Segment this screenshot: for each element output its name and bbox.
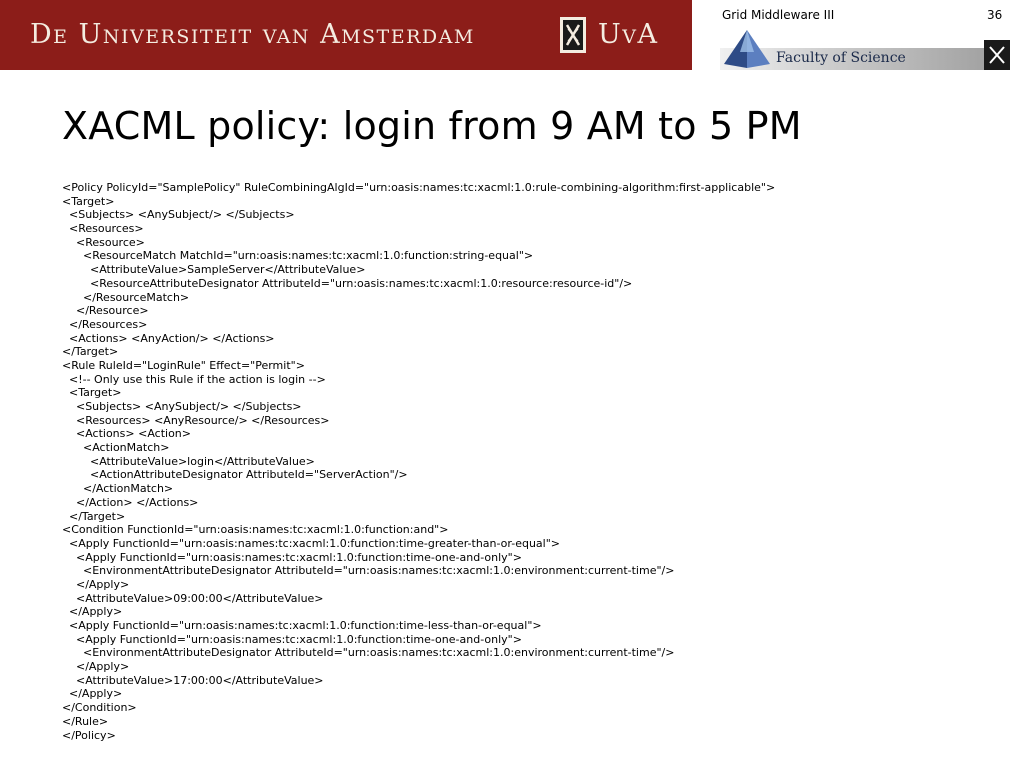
- code-line: </Apply>: [62, 660, 130, 674]
- code-line: </Rule>: [62, 714, 109, 728]
- code-line: </Apply>: [62, 577, 130, 591]
- university-name: De Universiteit van Amsterdam: [30, 19, 475, 50]
- slide-title: XACML policy: login from 9 AM to 5 PM: [62, 104, 802, 148]
- page-number: 36: [987, 8, 1003, 22]
- code-line: <AttributeValue>login</AttributeValue>: [62, 454, 315, 468]
- code-line: <ActionMatch>: [62, 441, 170, 455]
- code-line: <Rule RuleId="LoginRule" Effect="Permit">: [62, 358, 305, 372]
- faculty-pyramid-icon: [722, 28, 772, 68]
- code-line: <Target>: [62, 194, 115, 208]
- code-line: <AttributeValue>09:00:00</AttributeValue>: [62, 591, 324, 605]
- code-line: </Resources>: [62, 317, 148, 331]
- uva-shield-icon: [558, 15, 588, 55]
- code-line: </ResourceMatch>: [62, 290, 190, 304]
- code-line: <Apply FunctionId="urn:oasis:names:tc:xacml:1.0:function:time-one-and-only">: [62, 632, 522, 646]
- code-line: <EnvironmentAttributeDesignator AttributeId="urn:oasis:names:tc:xacml:1.0:environment:current-time"/>: [62, 646, 675, 660]
- code-line: </ActionMatch>: [62, 482, 174, 496]
- code-line: <Resources>: [62, 222, 144, 236]
- university-banner: [0, 0, 692, 70]
- code-line: </Apply>: [62, 605, 123, 619]
- code-line: <Resources> <AnyResource/> </Resources>: [62, 413, 330, 427]
- code-line: <Actions> <Action>: [62, 427, 191, 441]
- code-line: </Condition>: [62, 701, 137, 715]
- code-line: <Resource>: [62, 235, 145, 249]
- course-title: Grid Middleware III: [722, 8, 835, 22]
- university-short-name: UvA: [598, 19, 659, 50]
- code-line: <!-- Only use this Rule if the action is login -->: [62, 372, 326, 386]
- code-line: <Target>: [62, 386, 122, 400]
- code-line: </Apply>: [62, 687, 123, 701]
- code-line: <Subjects> <AnySubject/> </Subjects>: [62, 208, 295, 222]
- code-line: <ResourceAttributeDesignator AttributeId="urn:oasis:names:tc:xacml:1.0:resource:resource-id"/>: [62, 276, 633, 290]
- code-line: </Action> </Actions>: [62, 495, 199, 509]
- code-line: <Apply FunctionId="urn:oasis:names:tc:xacml:1.0:function:time-less-than-or-equal">: [62, 619, 542, 632]
- code-line: <Apply FunctionId="urn:oasis:names:tc:xacml:1.0:function:time-greater-than-or-equal">: [62, 536, 560, 550]
- code-line: <ActionAttributeDesignator AttributeId="ServerAction"/>: [62, 468, 408, 482]
- uva-small-logo-icon: [984, 40, 1010, 70]
- code-line: <AttributeValue>17:00:00</AttributeValue>: [62, 673, 324, 687]
- code-line: </Policy>: [62, 728, 116, 742]
- code-line: <Condition FunctionId="urn:oasis:names:tc:xacml:1.0:function:and">: [62, 523, 449, 537]
- faculty-name: Faculty of Science: [776, 50, 906, 66]
- code-line: <Subjects> <AnySubject/> </Subjects>: [62, 400, 302, 413]
- code-line: </Target>: [62, 509, 126, 523]
- code-line: <ResourceMatch MatchId="urn:oasis:names:tc:xacml:1.0:function:string-equal">: [62, 249, 534, 263]
- code-line: <EnvironmentAttributeDesignator AttributeId="urn:oasis:names:tc:xacml:1.0:environment:current-time"/>: [62, 564, 675, 578]
- code-line: <Actions> <AnyAction/> </Actions>: [62, 331, 275, 345]
- code-line: <Apply FunctionId="urn:oasis:names:tc:xacml:1.0:function:time-one-and-only">: [62, 550, 522, 564]
- code-line: </Target>: [62, 345, 119, 359]
- xacml-code-block: [62, 181, 775, 742]
- code-line: </Resource>: [62, 304, 149, 318]
- code-line: <Policy PolicyId="SamplePolicy" RuleCombiningAlgId="urn:oasis:names:tc:xacml:1.0:rule-combining-algorithm:first-applicable">: [62, 181, 776, 194]
- code-line: <AttributeValue>SampleServer</AttributeValue>: [62, 263, 366, 277]
